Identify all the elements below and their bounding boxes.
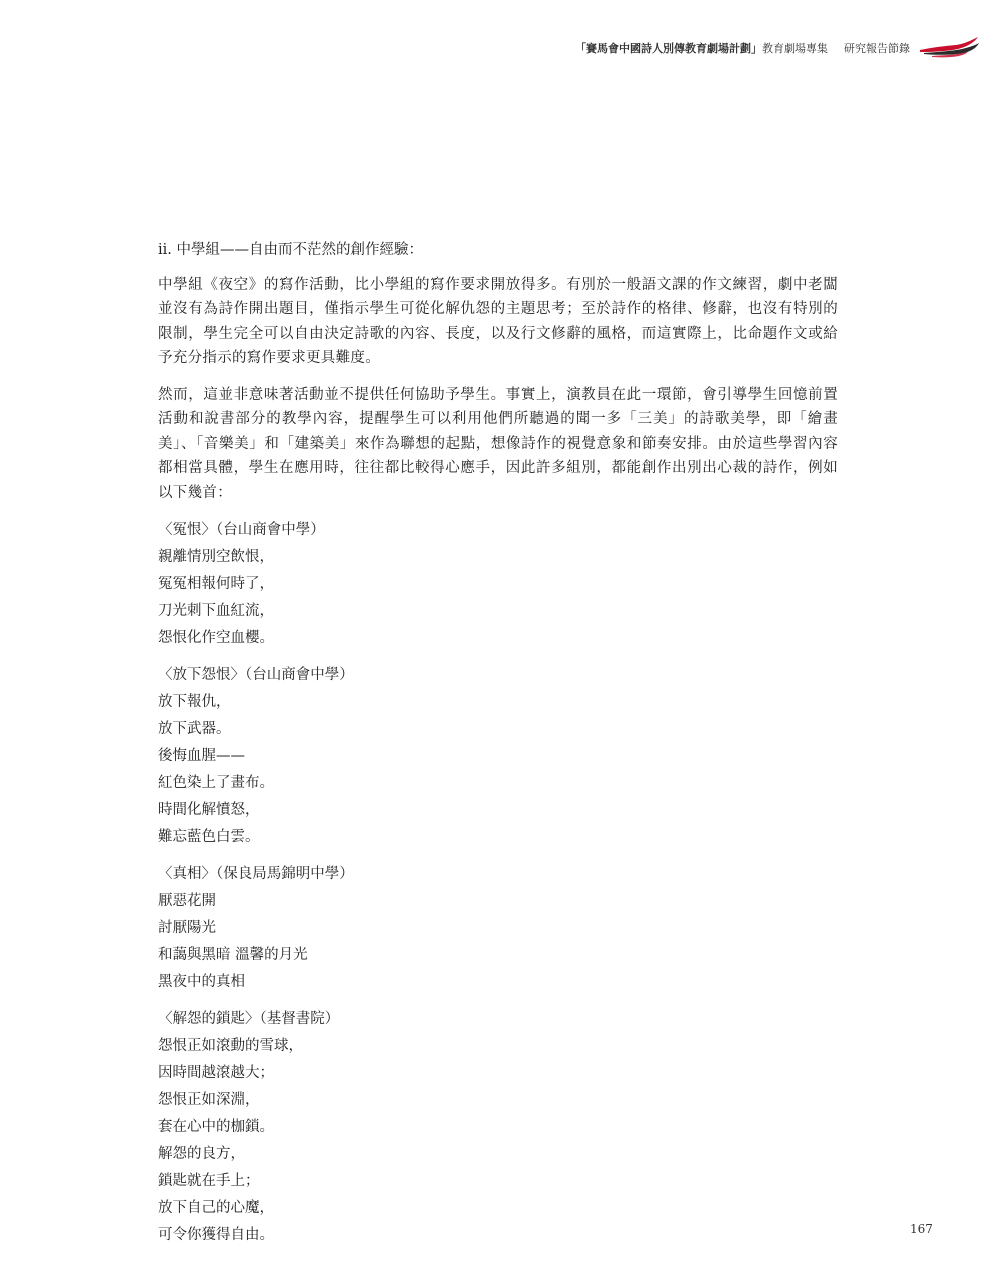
poem-line: 可令你獲得自由。 xyxy=(158,1227,274,1243)
poem-line: 解怨的良方， xyxy=(158,1146,245,1162)
poem-line: 放下武器。 xyxy=(158,721,231,737)
poem-title: 〈真相〉（保良局馬錦明中學） xyxy=(158,866,354,882)
poem-3 xyxy=(158,861,838,996)
poem-line: 刀光刺下血紅流， xyxy=(158,603,274,619)
poem-title: 〈冤恨〉（台山商會中學） xyxy=(158,522,325,538)
poem-4 xyxy=(158,1006,838,1249)
running-header xyxy=(575,38,980,58)
poem-line: 怨恨正如滾動的雪球， xyxy=(158,1038,303,1054)
poem-title: 〈放下怨恨〉（台山商會中學） xyxy=(158,667,354,683)
poem-1 xyxy=(158,517,838,652)
poem-line: 時間化解憤怒， xyxy=(158,802,260,818)
header-section: 研究報告節錄 xyxy=(844,42,910,55)
poem-line: 後悔血腥—— xyxy=(158,748,245,764)
main-content xyxy=(158,238,838,1259)
header-subtitle: 教育劇場專集 xyxy=(762,42,828,55)
poem-2 xyxy=(158,662,838,851)
poem-line: 鎖匙就在手上； xyxy=(158,1173,260,1189)
poem-line: 套在心中的枷鎖。 xyxy=(158,1119,274,1135)
header-project-title: 「賽馬會中國詩人別傳教育劇場計劃」 xyxy=(575,42,762,55)
poem-line: 冤冤相報何時了， xyxy=(158,576,274,592)
poem-line: 怨恨正如深淵， xyxy=(158,1092,260,1108)
poem-line: 厭惡花開 xyxy=(158,893,216,909)
page-number: 167 xyxy=(910,1222,933,1236)
poem-line: 怨恨化作空血櫻。 xyxy=(158,630,274,646)
poem-line: 黑夜中的真相 xyxy=(158,974,245,990)
body-paragraph-2: 然而，這並非意味著活動並不提供任何協助予學生。事實上，演教員在此一環節，會引導學生回憶前置活動和說書部分的教學內容，提醒學生可以利用他們所聽過的聞一多「三美」的詩歌美學，即「繪畫美」、「音樂美」和「建築美」來作為聯想的起點，想像詩作的視覺意象和節奏安排。由於這些學習內容都相當具體，學生在應用時，往往都比較得心應手，因此許多組別，都能創作出別出心裁的詩作，例如以下幾首： xyxy=(158,386,838,501)
poem-line: 放下自己的心魔， xyxy=(158,1200,274,1216)
poem-line: 討厭陽光 xyxy=(158,920,216,936)
brushstroke-logo-icon xyxy=(918,35,980,61)
section-heading: ii. 中學組——自由而不茫然的創作經驗： xyxy=(158,242,423,258)
poem-line: 因時間越滾越大； xyxy=(158,1065,274,1081)
poem-line: 紅色染上了畫布。 xyxy=(158,775,274,791)
poem-line: 難忘藍色白雲。 xyxy=(158,829,260,845)
body-paragraph-1: 中學組《夜空》的寫作活動，比小學組的寫作要求開放得多。有別於一般語文課的作文練習，劇中老闆並沒有為詩作開出題目，僅指示學生可從化解仇怨的主題思考；至於詩作的格律、修辭，也沒有特別的限制，學生完全可以自由決定詩歌的內容、長度，以及行文修辭的風格，而這實際上，比命題作文或給予充分指示的寫作要求更具難度。 xyxy=(158,276,838,366)
poem-line: 和藹與黑暗 溫馨的月光 xyxy=(158,947,308,963)
poem-line: 親離情別空飲恨， xyxy=(158,549,274,565)
poem-line: 放下報仇， xyxy=(158,694,231,710)
poem-title: 〈解怨的鎖匙〉（基督書院） xyxy=(158,1011,340,1027)
